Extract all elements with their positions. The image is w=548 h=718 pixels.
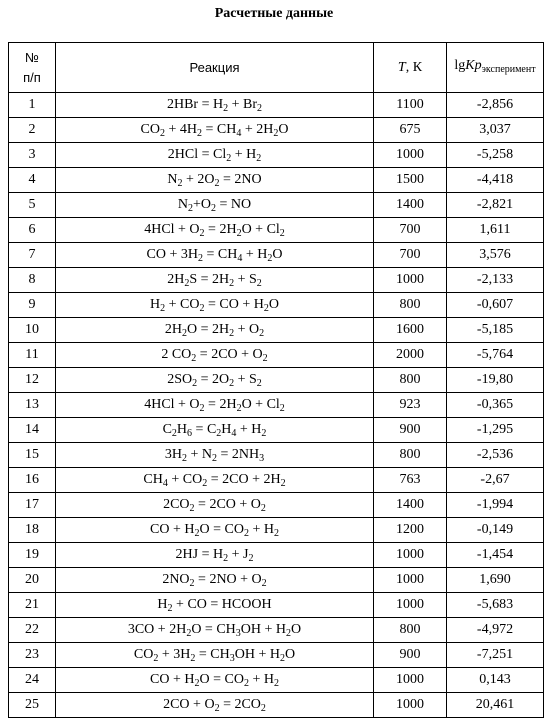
reaction-cell: $CO_2 + 4H_2 = CH_4 + 2H_2O$ [56,118,374,143]
reaction-cell: $4HCl + O_2 = 2H_2O + Cl_2$ [56,393,374,418]
temperature-cell: 1600 [374,318,447,343]
temperature-cell: 800 [374,618,447,643]
lgkp-cell: -4,418 [447,168,544,193]
lgkp-cell: 3,576 [447,243,544,268]
lgkp-cell: 0,143 [447,668,544,693]
reaction-cell: CO + $3H_2 = CH_4 + H_2O$ [56,243,374,268]
table-row [9,643,544,668]
row-number: 5 [9,193,56,218]
temperature-cell: 700 [374,218,447,243]
lgkp-cell: -2,821 [447,193,544,218]
temperature-cell: 763 [374,468,447,493]
reaction-cell: $2H_2S = 2H_2 + S_2$ [56,268,374,293]
row-number: 20 [9,568,56,593]
temperature-cell: 800 [374,443,447,468]
table-row [9,443,544,468]
lgkp-cell: -5,258 [447,143,544,168]
row-number: 4 [9,168,56,193]
reaction-cell: $2HBr = H_2 + Br_2$ [56,93,374,118]
lgkp-cell: 3,037 [447,118,544,143]
lgkp-cell: -0,149 [447,518,544,543]
lgkp-cell: -0,365 [447,393,544,418]
reaction-cell: $2CO_2 = 2CO + O_2$ [56,493,374,518]
lgkp-cell: -7,251 [447,643,544,668]
table-row [9,218,544,243]
reaction-cell: $4HCl + O_2 = 2H_2O + Cl_2$ [56,218,374,243]
table-row [9,543,544,568]
row-number: 3 [9,143,56,168]
lgkp-cell: 20,461 [447,693,544,718]
lgkp-cell: -2,536 [447,443,544,468]
temperature-cell: 1000 [374,543,447,568]
row-number: 22 [9,618,56,643]
temperature-cell: 1400 [374,193,447,218]
table-body [9,43,544,718]
temperature-cell: 800 [374,293,447,318]
lgkp-cell: -2,67 [447,468,544,493]
row-number: 10 [9,318,56,343]
reaction-cell: $N_2+O_2$ = NO [56,193,374,218]
temperature-cell: 675 [374,118,447,143]
reaction-cell: $2HCl = Cl_2 + H_2$ [56,143,374,168]
table-row [9,468,544,493]
lgkp-cell: -4,972 [447,618,544,643]
row-number: 15 [9,443,56,468]
temperature-cell: 1500 [374,168,447,193]
reaction-cell: $3H_2 + N_2 = 2NH_3$ [56,443,374,468]
reaction-cell: $CO_2 + 3H_2 = CH_3OH + H_2O$ [56,643,374,668]
reaction-cell: $H_2 + CO_2$ = CO + $H_2O$ [56,293,374,318]
lgkp-cell: -19,80 [447,368,544,393]
table-row [9,668,544,693]
header-lgkp-subscript: эксперимент [481,63,536,75]
reaction-cell: $2CO + O_2 = 2CO_2$ [56,693,374,718]
row-number: 9 [9,293,56,318]
table-row [9,368,544,393]
row-number: 23 [9,643,56,668]
temperature-cell: 923 [374,393,447,418]
table-row [9,343,544,368]
table-row [9,293,544,318]
table-row [9,168,544,193]
lgkp-cell: -1,295 [447,418,544,443]
table-row [9,193,544,218]
reaction-cell: $2SO_2 = 2O_2 + S_2$ [56,368,374,393]
table-row [9,243,544,268]
table-row [9,93,544,118]
temperature-cell: 1000 [374,568,447,593]
row-number: 8 [9,268,56,293]
header-number-symbol: № [25,49,39,65]
table-row [9,493,544,518]
temperature-cell: 1000 [374,143,447,168]
table-row [9,318,544,343]
lgkp-cell: 1,690 [447,568,544,593]
lgkp-cell: -1,454 [447,543,544,568]
table-row [9,593,544,618]
reaction-cell: 2 $CO_2 = 2CO + O_2$ [56,343,374,368]
temperature-cell: 1000 [374,693,447,718]
table-row [9,268,544,293]
row-number: 11 [9,343,56,368]
table-row [9,118,544,143]
table-row [9,568,544,593]
header-temperature-symbol: T [397,59,406,75]
reaction-cell: CO + $H_2O = CO_2 + H_2$ [56,668,374,693]
lgkp-cell: -2,856 [447,93,544,118]
row-number: 24 [9,668,56,693]
temperature-cell: 1000 [374,668,447,693]
reaction-cell: $H_2$ + CO = HCOOH [56,593,374,618]
lgkp-cell: -1,994 [447,493,544,518]
reaction-cell: $N_2 + 2O_2 = 2NO$ [56,168,374,193]
table-row [9,143,544,168]
temperature-cell: 900 [374,418,447,443]
table-row [9,693,544,718]
header-lgkp [447,43,544,93]
reaction-cell: CO + $H_2O = CO_2 + H_2$ [56,518,374,543]
row-number: 7 [9,243,56,268]
reaction-cell: $2NO_2 = 2NO + O_2$ [56,568,374,593]
header-lgkp-symbol: Kp [465,57,482,73]
reaction-cell: $2HJ = H_2 + J_2$ [56,543,374,568]
table-row [9,393,544,418]
lgkp-cell: -0,607 [447,293,544,318]
header-temperature-unit: , К [405,59,423,75]
row-number: 16 [9,468,56,493]
reaction-cell: $CH_4 + CO_2 = 2CO + 2H_2$ [56,468,374,493]
reactions-table [8,42,544,718]
row-number: 14 [9,418,56,443]
page-title: Расчетные данные [214,6,334,21]
temperature-cell: 800 [374,368,447,393]
row-number: 19 [9,543,56,568]
row-number: 2 [9,118,56,143]
lgkp-cell: -5,683 [447,593,544,618]
header-number-label: п/п [23,69,41,85]
reaction-cell: $3CO + 2H_2O = CH_3OH + H_2O$ [56,618,374,643]
row-number: 13 [9,393,56,418]
row-number: 17 [9,493,56,518]
row-number: 12 [9,368,56,393]
temperature-cell: 1200 [374,518,447,543]
lgkp-cell: -5,764 [447,343,544,368]
temperature-cell: 1100 [374,93,447,118]
temperature-cell: 1000 [374,593,447,618]
row-number: 18 [9,518,56,543]
table-row [9,518,544,543]
row-number: 6 [9,218,56,243]
row-number: 25 [9,693,56,718]
lgkp-cell: -2,133 [447,268,544,293]
row-number: 21 [9,593,56,618]
header-number [9,43,56,93]
temperature-cell: 700 [374,243,447,268]
header-temperature [374,43,447,93]
lgkp-cell: -5,185 [447,318,544,343]
table-row [9,618,544,643]
table-row [9,418,544,443]
reaction-cell: $2H_2O = 2H_2 + O_2$ [56,318,374,343]
table-header-row [9,43,544,93]
header-lgkp-prefix: lg [454,57,466,73]
reaction-cell: $C_2H_6 = C_2H_4 + H_2$ [56,418,374,443]
temperature-cell: 1000 [374,268,447,293]
row-number: 1 [9,93,56,118]
lgkp-cell: 1,611 [447,218,544,243]
temperature-cell: 2000 [374,343,447,368]
temperature-cell: 1400 [374,493,447,518]
temperature-cell: 900 [374,643,447,668]
header-reaction: Реакция [56,43,374,93]
